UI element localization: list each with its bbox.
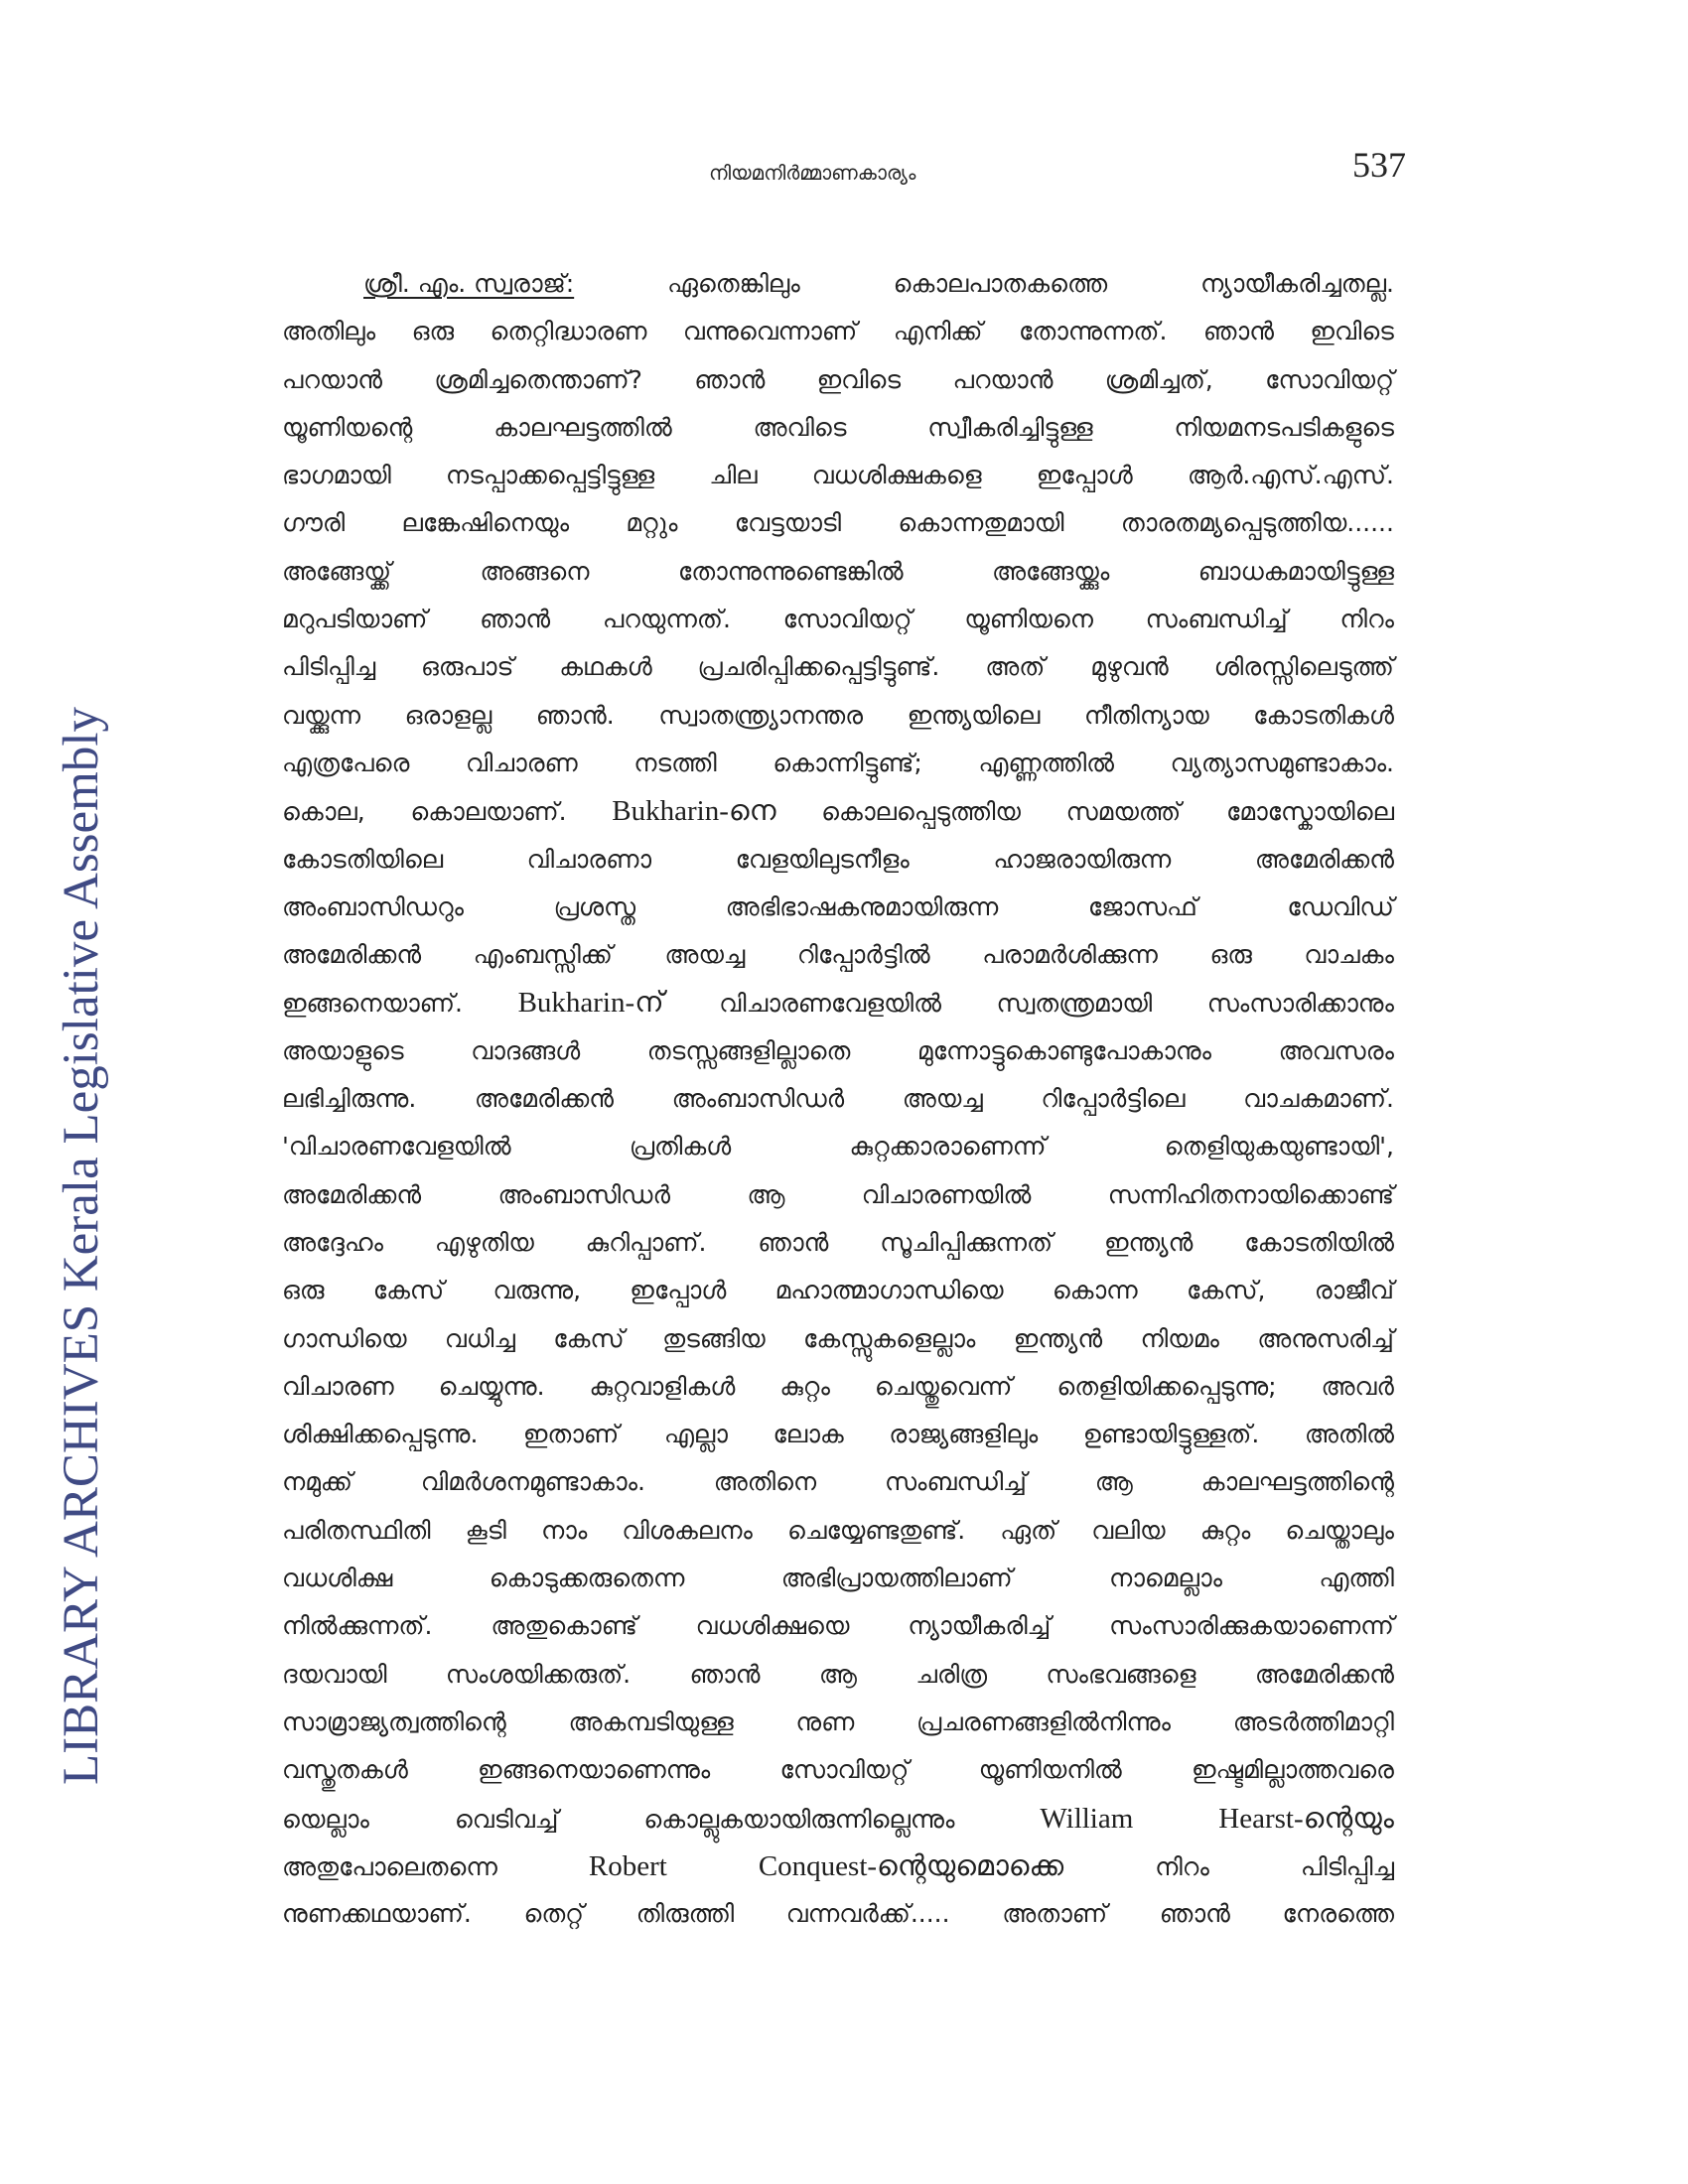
word: താരതമ്യപ്പെടുത്തിയ...... [1120, 508, 1394, 538]
word: അംബാസിഡർ [671, 1084, 845, 1114]
word: സൂചിപ്പിക്കുന്നത് [880, 1227, 1054, 1257]
word: ആ [747, 1179, 785, 1209]
word: നുണക്കഥയാണ്. [282, 1899, 472, 1929]
word: വിചാരണ [282, 1371, 394, 1401]
body-line [282, 1411, 1394, 1458]
body-line [282, 1458, 1394, 1506]
word: ഡേവിഡ് [1287, 891, 1394, 921]
word: യൂണിയനിൽ [978, 1755, 1122, 1785]
word: റിപ്പോർട്ടിലെ [1041, 1084, 1186, 1114]
word: Bukharin-ന് [517, 987, 664, 1020]
word: ഇപ്പോൾ [630, 1276, 727, 1305]
word: നേരത്തെ [1282, 1899, 1394, 1929]
word: ഞാൻ [480, 605, 551, 634]
word: അദ്ദേഹം [282, 1227, 383, 1257]
word: പിടിപ്പിച്ച [1300, 1851, 1394, 1881]
word: അതാണ് [1002, 1899, 1108, 1929]
body-line [282, 643, 1394, 691]
body-line [282, 1267, 1394, 1314]
word: സ്വാതന്ത്ര്യാനന്തര [658, 700, 864, 730]
word: അതുപോലെതന്നെ [282, 1851, 497, 1881]
word: തെളിയിക്കപ്പെടുന്നു; [1056, 1371, 1277, 1401]
library-archives-watermark: LIBRARY ARCHIVES Kerala Legislative Assembly [54, 706, 109, 1786]
word: ചില [709, 461, 758, 490]
word: ഒരു [282, 1276, 325, 1305]
word: ചെയ്താലും [1285, 1515, 1394, 1545]
word: ബാധകമായിട്ടുള്ള [1197, 556, 1394, 586]
word: പ്രശസ്ത [553, 891, 636, 921]
word: കൊന്നിട്ടുണ്ട്; [773, 748, 922, 777]
word: വ്യത്യാസമുണ്ടാകാം. [1170, 748, 1394, 777]
word: വിചാരണവേളയിൽ [719, 989, 941, 1019]
word: തുടങ്ങിയ [662, 1323, 766, 1353]
word: അംബാസിഡർ [497, 1179, 670, 1209]
word: അംബാസിഡറും [282, 891, 464, 921]
word: നിറം [1339, 605, 1394, 634]
word: ഭാഗമായി [282, 461, 391, 490]
word: അതിലും [282, 317, 376, 346]
word: വധശിക്ഷ [282, 1564, 393, 1593]
word: നുണ [795, 1706, 855, 1736]
word: കുറിപ്പാണ്. [585, 1227, 707, 1257]
body-line [282, 1795, 1394, 1843]
word: സോവിയറ്റ് [779, 1755, 910, 1785]
word: വിമർശനമുണ്ടാകാം. [420, 1467, 645, 1497]
word: അടർത്തിമാറ്റി [1232, 1706, 1394, 1736]
word: അമേരിക്കൻ [474, 1084, 615, 1114]
word: എത്തി [1319, 1564, 1394, 1593]
word: കേസ്, [1186, 1276, 1266, 1305]
word: കേസ്സുകളെല്ലാം [803, 1323, 976, 1353]
word: അകമ്പടിയുള്ള [568, 1706, 734, 1736]
body-line [282, 596, 1394, 643]
word: വേളയിലുടനീളം [735, 844, 910, 874]
word: ലോക [773, 1420, 844, 1449]
word: ചെയ്തുവെന്ന് [874, 1371, 1013, 1401]
word: നിൽക്കുന്നത്. [282, 1611, 433, 1641]
body-line [282, 1171, 1394, 1219]
word: William [1040, 1802, 1134, 1835]
word: ഇപ്പോൾ [1036, 461, 1133, 490]
word: കുറ്റക്കാരാണെന്ന് [849, 1132, 1047, 1161]
word: അമേരിക്കൻ [1254, 844, 1394, 874]
word: ആ [818, 1659, 857, 1689]
word: വാചകം [1304, 940, 1394, 970]
word: വരുന്നു, [492, 1276, 582, 1305]
word: സംസാരിക്കാനും [1206, 989, 1394, 1019]
body-line [282, 1890, 1394, 1938]
word: വെടിവച്ച് [454, 1804, 559, 1834]
word: അതുകൊണ്ട് [491, 1611, 637, 1641]
word: സോവിയറ്റ് [782, 605, 913, 634]
word: Robert [588, 1849, 667, 1882]
word: സോവിയറ്റ് [1265, 364, 1394, 394]
word: വന്നുവെന്നാണ് [682, 317, 858, 346]
word: 'വിചാരണവേളയിൽ [282, 1132, 511, 1161]
word: തോന്നുന്നത്. [1018, 317, 1168, 346]
word: പറയുന്നത്. [602, 605, 731, 634]
word: ലങ്കേഷിനെയും [401, 508, 570, 538]
word: വന്നവർക്ക്..... [785, 1899, 950, 1929]
word: വധശിക്ഷയെ [695, 1611, 850, 1641]
word: ദയവായി [282, 1659, 387, 1689]
word: കുറ്റവാളികൾ [589, 1371, 736, 1401]
word: ചെയ്യുന്നു. [438, 1371, 545, 1401]
body-line [282, 1746, 1394, 1794]
word: വധിച്ച [444, 1323, 515, 1353]
word: പരിതസ്ഥിതി [282, 1515, 431, 1545]
word: ഗൗരി [282, 508, 346, 538]
word: സംബന്ധിച്ച് [1145, 605, 1288, 634]
word: അതിനെ [713, 1467, 817, 1497]
word: Conquest-ന്റെയുമൊക്കെ [758, 1849, 1064, 1882]
word: ശ്രമിച്ചത്, [1104, 364, 1213, 394]
word: ശ്രമിച്ചതെന്താണ്? [434, 364, 642, 394]
body-line [282, 1651, 1394, 1699]
body-line [282, 452, 1394, 499]
word: വലിയ [1091, 1515, 1166, 1545]
word: അവിടെ [753, 412, 847, 442]
word: അഭിപ്രായത്തിലാണ് [780, 1564, 1013, 1593]
word: വിചാരണ [465, 748, 578, 777]
word: പറയാൻ [282, 364, 382, 394]
word: നാം [540, 1515, 588, 1545]
word: അതിൽ [1304, 1420, 1394, 1449]
word: ആ [1094, 1467, 1133, 1497]
word: സംബന്ധിച്ച് [884, 1467, 1027, 1497]
word: കൊലപാതകത്തെ [893, 269, 1108, 298]
word: എഴുതിയ [434, 1227, 534, 1257]
word: കോടതികൾ [1253, 700, 1394, 730]
word: ഇങ്ങനെയാണ്. [282, 989, 463, 1019]
word: അവർ [1321, 1371, 1394, 1401]
word: തെറ്റ് [523, 1899, 585, 1929]
word: എത്രപേരെ [282, 748, 410, 777]
word: യെല്ലാം [282, 1804, 369, 1834]
word: ഉണ്ടായിട്ടുള്ളത്. [1082, 1420, 1260, 1449]
body-line [282, 499, 1394, 547]
word: രാജീവ് [1314, 1276, 1394, 1305]
word: സ്വതന്ത്രമായി [996, 989, 1153, 1019]
word: വാചകമാണ്. [1243, 1084, 1394, 1114]
word: ഞാൻ [1202, 317, 1274, 346]
word: വിചാരണയിൽ [861, 1179, 1032, 1209]
word: കേസ് [553, 1323, 625, 1353]
word: ഒരാളല്ല [404, 700, 492, 730]
word: അങ്ങനെ [480, 556, 590, 586]
word: കൂടി [465, 1515, 506, 1545]
word: വേട്ടയാടി [734, 508, 842, 538]
word: മുഴുവൻ [1090, 652, 1169, 682]
word: ഇഷ്ടമില്ലാത്തവരെ [1192, 1755, 1394, 1785]
word: രാജ്യങ്ങളിലും [889, 1420, 1039, 1449]
word: യൂണിയനെ [964, 605, 1093, 634]
word: മഹാത്മാഗാന്ധിയെ [774, 1276, 1004, 1305]
word: അമേരിക്കൻ [282, 1179, 422, 1209]
word: വിചാരണാ [526, 844, 651, 874]
body-line [282, 836, 1394, 884]
body-line [282, 1315, 1394, 1363]
word: സന്നിഹിതനായിക്കൊണ്ട് [1107, 1179, 1394, 1209]
word: വയ്ക്കുന്ന [282, 700, 361, 730]
word: പ്രചരണങ്ങളിൽനിന്നും [915, 1706, 1172, 1736]
word: അങ്ങേയ്ക്കും [992, 556, 1110, 586]
running-title: നിയമനിർമ്മാണകാര്യം [709, 161, 916, 185]
word: യൂണിയന്റെ [282, 412, 413, 442]
word: തിരുത്തി [635, 1899, 735, 1929]
word: അഭിഭാഷകനുമായിരുന്ന [725, 891, 999, 921]
word: ഞാൻ [1159, 1899, 1230, 1929]
word: ശിക്ഷിക്കപ്പെടുന്നു. [282, 1420, 479, 1449]
body-line [282, 1219, 1394, 1267]
body-line [282, 979, 1394, 1026]
body-line [282, 1843, 1394, 1890]
word: നിറം [1155, 1851, 1209, 1881]
body-line [282, 692, 1394, 740]
word: സ്വീകരിച്ചിട്ടുള്ള [927, 412, 1093, 442]
word: ഞാൻ [758, 1227, 829, 1257]
word: നമുക്ക് [282, 1467, 353, 1497]
body-line [282, 1555, 1394, 1602]
word: അയച്ച [902, 1084, 983, 1114]
body-line [282, 1507, 1394, 1555]
word: കാലഘട്ടത്തിന്റെ [1200, 1467, 1394, 1497]
word: വാദങ്ങൾ [471, 1035, 581, 1065]
word: സംശയിക്കരുത്. [445, 1659, 632, 1689]
word: പിടിപ്പിച്ച [282, 652, 376, 682]
body-line [282, 740, 1394, 787]
word: കഥകൾ [559, 652, 652, 682]
word: കൊന്നതുമായി [898, 508, 1064, 538]
body-line [282, 1027, 1394, 1075]
body-line [282, 1075, 1394, 1123]
word: കൊല്ലുകയായിരുന്നില്ലെന്നും [643, 1804, 955, 1834]
word: കൊന്ന [1052, 1276, 1138, 1305]
word: ഒരുപാട് [421, 652, 514, 682]
body-line [282, 260, 1394, 308]
word: വധശിക്ഷകളെ [811, 461, 982, 490]
body-line [282, 548, 1394, 596]
word: ശിരസ്സിലെടുത്ത് [1213, 652, 1394, 682]
word: ചെയ്യേണ്ടതുണ്ട്. [787, 1515, 966, 1545]
word: കൊല, [282, 797, 365, 827]
word: അങ്ങേയ്ക്ക് [282, 556, 392, 586]
word: ഗാന്ധിയെ [282, 1323, 407, 1353]
word: ജോസഫ് [1087, 891, 1197, 921]
word: കോടതിയിൽ [1244, 1227, 1394, 1257]
word: Hearst-ന്റെയും [1218, 1802, 1394, 1835]
word: തോന്നുന്നുണ്ടെങ്കിൽ [677, 556, 904, 586]
word: തെറ്റിദ്ധാരണ [490, 317, 647, 346]
word: എനിക്ക് [893, 317, 983, 346]
word: പറയാൻ [952, 364, 1054, 394]
word: ഞാൻ [689, 1659, 761, 1689]
word: അനുസരിച്ച് [1257, 1323, 1394, 1353]
word: ഇന്ത്യൻ [1103, 1227, 1194, 1257]
word: ചരിത്ര [915, 1659, 988, 1689]
word: കുറ്റം [779, 1371, 830, 1401]
word: ലഭിച്ചിരുന്നു. [282, 1084, 417, 1114]
word: അവസരം [1278, 1035, 1394, 1065]
speaker-name: ശ്രീ. എം. സ്വരാജ്: [363, 269, 575, 298]
word: മോസ്കോയിലെ [1225, 797, 1394, 827]
word: അമേരിക്കൻ [282, 940, 422, 970]
word: നിയമനടപടികളുടെ [1174, 412, 1394, 442]
word: പരാമർശിക്കുന്ന [982, 940, 1158, 970]
body-line [282, 404, 1394, 452]
word: ഇവിടെ [1310, 317, 1394, 346]
word: പ്രതികൾ [629, 1132, 732, 1161]
word: കുറ്റം [1199, 1515, 1251, 1545]
body-line [282, 884, 1394, 931]
word: നാമെല്ലാം [1109, 1564, 1222, 1593]
word: സംസാരിക്കുകയാണെന്ന് [1109, 1611, 1394, 1641]
word: അമേരിക്കൻ [1254, 1659, 1394, 1689]
word: സമയത്ത് [1065, 797, 1182, 827]
word: ഏതെങ്കിലും [667, 269, 800, 298]
word: പ്രചരിപ്പിക്കപ്പെട്ടിട്ടുണ്ട്. [697, 652, 940, 682]
word: ഇങ്ങനെയാണെന്നും [478, 1755, 711, 1785]
body-line [282, 1123, 1394, 1170]
word: ന്യായീകരിച്ച് [908, 1611, 1052, 1641]
word: എംബസ്സിക്ക് [473, 940, 613, 970]
word: കോടതിയിലെ [282, 844, 444, 874]
word: കൊലയാണ്. [410, 797, 567, 827]
word: Bukharin-നെ [612, 795, 776, 828]
word: ഹാജരായിരുന്ന [993, 844, 1172, 874]
body-line [282, 1699, 1394, 1746]
word: ഇന്ത്യൻ [1013, 1323, 1103, 1353]
word: മറ്റും [626, 508, 678, 538]
word: അത് [985, 652, 1046, 682]
word: വിശകലനം [622, 1515, 753, 1545]
word: തെളിയുകയുണ്ടായി', [1164, 1132, 1394, 1161]
word: ന്യായീകരിച്ചതല്ല. [1200, 269, 1394, 298]
word: സംഭവങ്ങളെ [1046, 1659, 1196, 1689]
body-line [282, 931, 1394, 979]
word: എണ്ണത്തിൽ [978, 748, 1114, 777]
word: ഞാൻ [694, 364, 766, 394]
word: വസ്തുതകൾ [282, 1755, 408, 1785]
word: ഇതാണ് [522, 1420, 620, 1449]
word: ഒരു [411, 317, 455, 346]
word: ഏത് [1000, 1515, 1057, 1545]
body-line [282, 787, 1394, 835]
word: ആർ.എസ്.എസ്. [1187, 461, 1394, 490]
word: എല്ലാ [663, 1420, 728, 1449]
word: കൊലപ്പെടുത്തിയ [821, 797, 1021, 827]
word: ഇന്ത്യയിലെ [907, 700, 1041, 730]
word: അയച്ച [664, 940, 746, 970]
word: മുന്നോട്ടുകൊണ്ടുപോകാനും [916, 1035, 1212, 1065]
word: റിപ്പോർട്ടിൽ [796, 940, 930, 970]
word: കേസ് [372, 1276, 445, 1305]
body-line [282, 1363, 1394, 1411]
word: മറുപടിയാണ് [282, 605, 428, 634]
word: നടത്തി [633, 748, 717, 777]
word: ഞാൻ. [535, 700, 615, 730]
body-line [282, 356, 1394, 404]
word: അയാളുടെ [282, 1035, 404, 1065]
word: നിയമം [1140, 1323, 1219, 1353]
word: ഇവിടെ [816, 364, 902, 394]
body-line [282, 308, 1394, 355]
word: കൊടുക്കരുതെന്ന [489, 1564, 685, 1593]
word: കാലഘട്ടത്തിൽ [493, 412, 672, 442]
page-number: 537 [1352, 145, 1406, 185]
word: സാമ്രാജ്യത്വത്തിന്റെ [282, 1706, 506, 1736]
body-line [282, 1602, 1394, 1650]
word: ഒരു [1209, 940, 1252, 970]
word: നീതിന്യായ [1083, 700, 1209, 730]
word: നടപ്പാക്കപ്പെട്ടിട്ടുള്ള [445, 461, 655, 490]
speech-body [282, 260, 1394, 1938]
word: തടസ്സങ്ങളില്ലാതെ [646, 1035, 851, 1065]
